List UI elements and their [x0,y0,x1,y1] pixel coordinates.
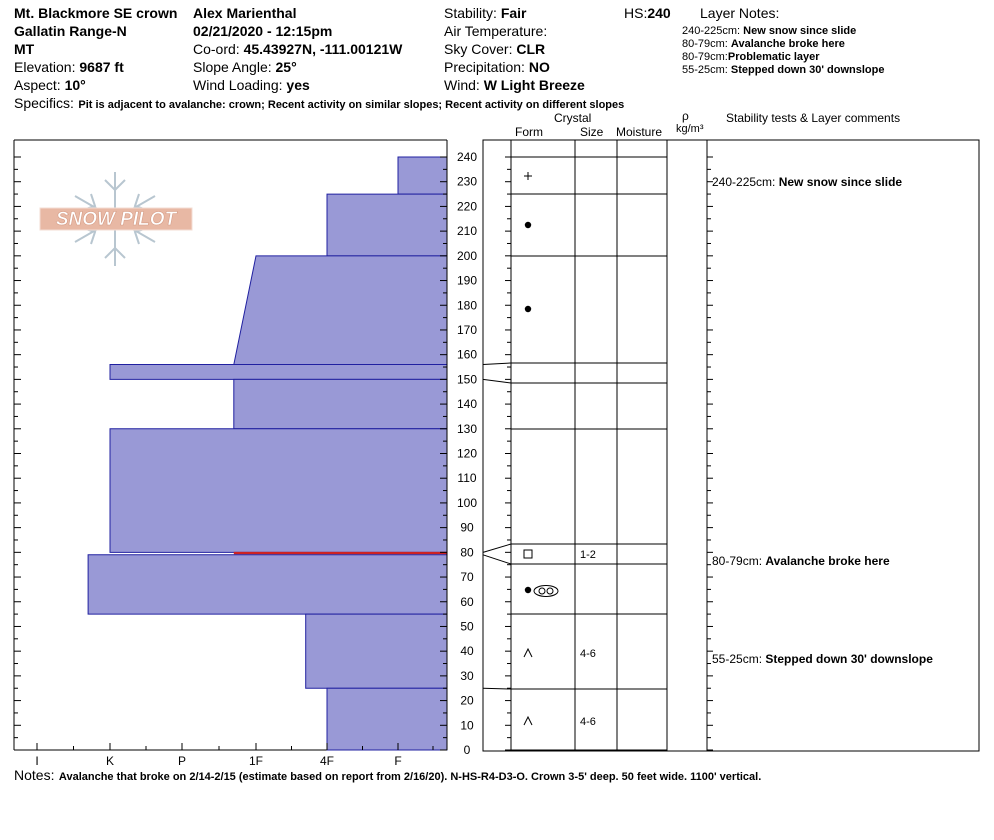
layer-connector-line [483,363,511,365]
problematic-layer-bar [234,552,447,554]
wind-label: Wind: [444,77,480,93]
sky-cover-label: Sky Cover: [444,41,513,57]
depth-label: 150 [456,372,478,387]
slope-angle-value: 25° [275,59,297,75]
stability-value: Fair [500,5,527,21]
range-name: Gallatin Range-N [14,23,127,39]
depth-label: 100 [456,495,478,510]
faceted-square-icon [524,550,532,558]
layer-comment-text: Avalanche broke here [765,554,890,568]
rho-header: ρ [682,109,689,123]
layer-connector-line [483,688,511,689]
aspect-value: 10° [64,77,86,93]
depth-hoar-caret-icon [524,649,532,657]
hardness-label: I [35,754,39,768]
slope-angle-label: Slope Angle: [193,59,272,75]
depth-label: 60 [460,594,474,609]
depth-label: 220 [456,199,478,214]
depth-label: 110 [457,471,477,486]
dot [525,222,531,228]
new-snow-plus-icon [524,172,532,180]
layer-comment [712,554,890,568]
comments-header: Stability tests & Layer comments [726,111,901,125]
wind-value: W Light Breeze [483,77,585,93]
layer-note-text: Avalanche broke here [730,38,845,50]
hardness-layer-bar [306,614,447,688]
sky-cover-value: CLR [516,41,546,57]
depth-label: 200 [456,248,478,263]
depth-label: 170 [456,322,478,337]
layer-comment [712,652,933,666]
hardness-layer-bar [327,688,447,750]
precipitation-value: NO [528,59,550,75]
dot [525,306,531,312]
logo-text: SNOW PILOT [55,209,177,230]
coordinates-label: Co-ord: [193,41,240,57]
state-name: MT [14,41,35,57]
layer-note-range: 240-225cm: [682,25,741,37]
layer-note-text: Stepped down 30' downslope [730,64,885,76]
hardness-label: P [177,754,187,768]
hardness-layer-bar [234,379,447,428]
caret [524,717,532,725]
crystal-size-value: 1-2 [580,549,596,561]
depth-label: 10 [460,718,474,733]
cluster-grain [547,588,553,594]
depth-label: 230 [456,174,478,189]
layer-notes-title: Layer Notes: [700,5,780,21]
aspect-label: Aspect: [14,77,61,93]
layer-comment-range: 55-25cm: [712,652,766,666]
depth-label: 70 [460,570,474,585]
rounded-grain-dot-icon [525,306,531,312]
wind-loading-value: yes [286,77,310,93]
crystal-size-value: 4-6 [580,648,596,660]
crystal-header: Crystal [554,111,592,125]
layer-connector-line [483,544,511,552]
layer-note-range: 80-79cm: [682,51,728,63]
depth-label: 180 [456,298,478,313]
layer-note-range: 80-79cm: [682,38,728,50]
depth-label: 40 [460,644,474,659]
hardness-layer-bar [110,365,447,380]
stability-label: Stability: [444,5,497,21]
coordinates-value: 45.43927N, -111.00121W [243,41,403,57]
snow-height-label: HS: [624,5,648,21]
depth-label: 80 [460,545,474,560]
caret [524,649,532,657]
observation-datetime: 02/21/2020 - 12:15pm [193,23,333,39]
density-unit-header: kg/m³ [676,123,704,135]
hardness-label: 4F [319,754,335,768]
hardness-layer-bar [398,157,447,194]
hardness-label: F [394,754,402,768]
layer-comment-range: 80-79cm: [712,554,766,568]
layer-note-range: 55-25cm: [682,64,728,76]
location-name: Mt. Blackmore SE crown [14,5,178,21]
depth-label: 120 [456,446,478,461]
depth-label: 240 [456,150,478,164]
specifics-label: Specifics: [14,95,74,111]
depth-label: 160 [456,347,478,362]
layer-comment [712,175,902,189]
form-header: Form [515,125,543,139]
hardness-label: K [105,754,115,768]
layer-connector-line [483,555,511,564]
depth-label: 50 [460,619,474,634]
hardness-layer-bar [327,194,447,256]
rounded-grain-dot-icon [525,222,531,228]
observer-name: Alex Marienthal [193,5,297,21]
depth-label: 190 [456,273,478,288]
depth-label: 140 [456,397,478,412]
crystal-size-value: 4-6 [580,716,596,728]
wind-loading-label: Wind Loading: [193,77,283,93]
dot [525,587,531,593]
layer-comment-text: New snow since slide [778,175,903,189]
cluster-ring [534,586,558,597]
notes-value: Avalanche that broke on 2/14-2/15 (estimate based on report from 2/16/20). N-HS-R4-D3-O. Crown 3-5' deep. 50 feet wide. 1100' vertical. [58,771,762,783]
depth-label: 30 [460,668,474,683]
layer-note-text: Problematic layer [727,51,820,63]
notes-label: Notes: [14,767,55,783]
layer-comment-range: 240-225cm: [712,175,779,189]
depth-label: 20 [460,693,474,708]
specifics-value: Pit is adjacent to avalanche: crown; Recent activity on similar slopes; Recent activity on different slopes [78,99,625,111]
square [524,550,532,558]
precipitation-label: Precipitation: [444,59,525,75]
layer-note-text: New snow since slide [743,25,857,37]
cluster-grain [539,588,545,594]
hardness-layer-bar [234,256,447,365]
size-header: Size [580,125,604,139]
hardness-layer-bar [110,429,447,553]
snow-height-value: 240 [647,5,671,21]
depth-label: 90 [460,520,474,535]
elevation-label: Elevation: [14,59,76,75]
depth-label: 210 [456,224,478,239]
layer-comment-text: Stepped down 30' downslope [765,652,933,666]
moisture-header: Moisture [616,125,663,139]
hardness-layer-bar [88,555,447,614]
air-temperature-label: Air Temperature: [444,23,548,39]
depth-label: 0 [463,743,471,757]
hardness-label: 1F [248,754,264,768]
depth-hoar-caret-icon [524,717,532,725]
melt-freeze-cluster-icon [525,586,558,597]
layer-connector-line [483,379,511,383]
depth-label: 130 [456,421,478,436]
elevation-value: 9687 ft [79,59,124,75]
notes [14,768,761,784]
